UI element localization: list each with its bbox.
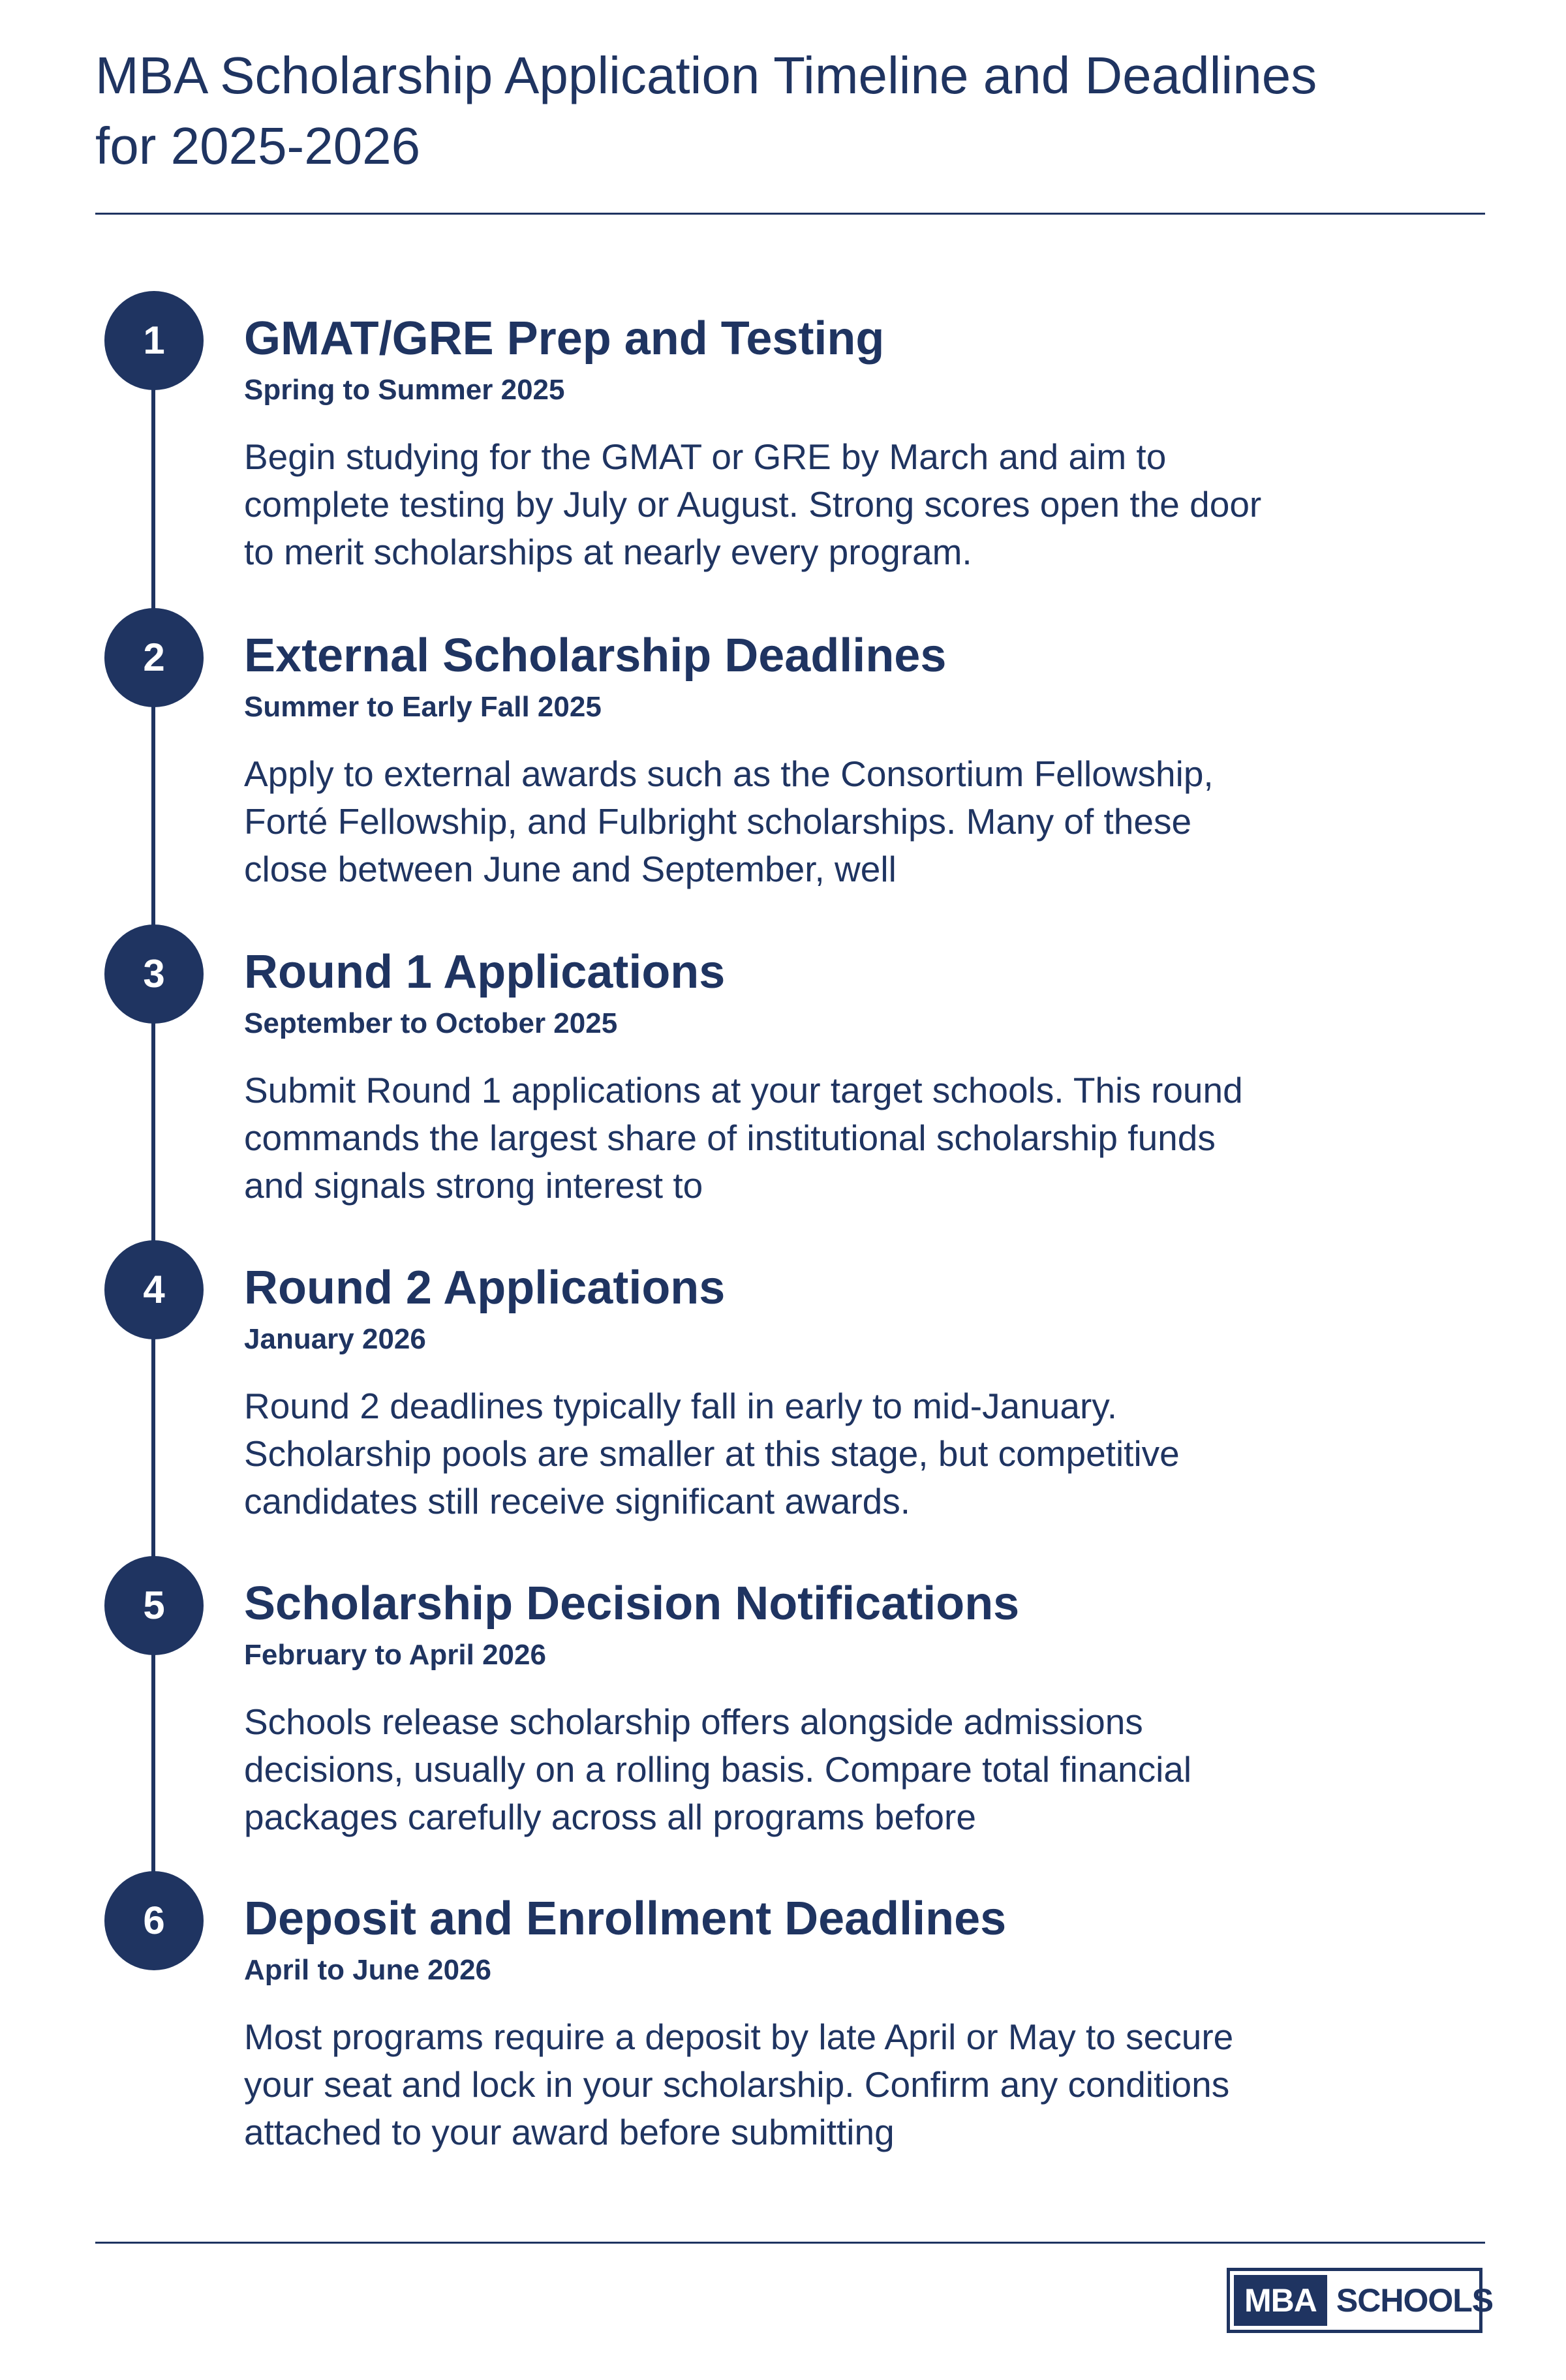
mba-schools-logo <box>1227 2268 1494 2333</box>
step-description: Schools release scholarship offers alongside admissions decisions, usually on a rolling basis. Compare total financial packages carefully across all programs before <box>244 1701 1192 1837</box>
step-title: Deposit and Enrollment Deadlines <box>244 1893 1007 1945</box>
step-title: Round 1 Applications <box>244 946 726 998</box>
step-date: Summer to Early Fall 2025 <box>244 691 602 723</box>
step-title: Scholarship Decision Notifications <box>244 1578 1020 1630</box>
step-description: Begin studying for the GMAT or GRE by March and aim to complete testing by July or August. Strong scores open the door to merit scholarships at nearly every program. <box>244 436 1262 572</box>
step-number-badge: 2 <box>104 608 204 707</box>
step-date: January 2026 <box>244 1323 426 1355</box>
logo-schools-text: SCHOOLS <box>1336 2282 1494 2319</box>
step-title: GMAT/GRE Prep and Testing <box>244 313 885 365</box>
timeline-line <box>151 346 155 1925</box>
step-date: February to April 2026 <box>244 1639 546 1671</box>
step-number-badge: 4 <box>104 1240 204 1339</box>
step-date: September to October 2025 <box>244 1007 618 1039</box>
step-title: External Scholarship Deadlines <box>244 630 947 682</box>
step-description: Apply to external awards such as the Consortium Fellowship, Forté Fellowship, and Fulbright scholarships. Many of these close between June and September, well <box>244 754 1214 889</box>
step-description: Submit Round 1 applications at your target schools. This round commands the largest share of institutional scholarship funds and signals strong interest to <box>244 1070 1243 1206</box>
step-number-badge: 5 <box>104 1556 204 1655</box>
step-description: Most programs require a deposit by late April or May to secure your seat and lock in your scholarship. Confirm any conditions attached to your award before submitting <box>244 2017 1234 2152</box>
page-title: MBA Scholarship Application Timeline and Deadlines for 2025-2026 <box>95 46 1317 175</box>
logo-mba-text: MBA <box>1234 2275 1327 2326</box>
step-number-badge: 3 <box>104 924 204 1024</box>
step-title: Round 2 Applications <box>244 1262 726 1314</box>
step-description: Round 2 deadlines typically fall in early to mid-January. Scholarship pools are smaller at this stage, but competitive candidates still receive significant awards. <box>244 1386 1180 1521</box>
footer-divider <box>95 2242 1485 2244</box>
header-divider <box>95 213 1485 215</box>
step-number-badge: 1 <box>104 291 204 390</box>
step-number-badge: 6 <box>104 1871 204 1970</box>
step-date: Spring to Summer 2025 <box>244 374 565 406</box>
step-date: April to June 2026 <box>244 1954 492 1986</box>
